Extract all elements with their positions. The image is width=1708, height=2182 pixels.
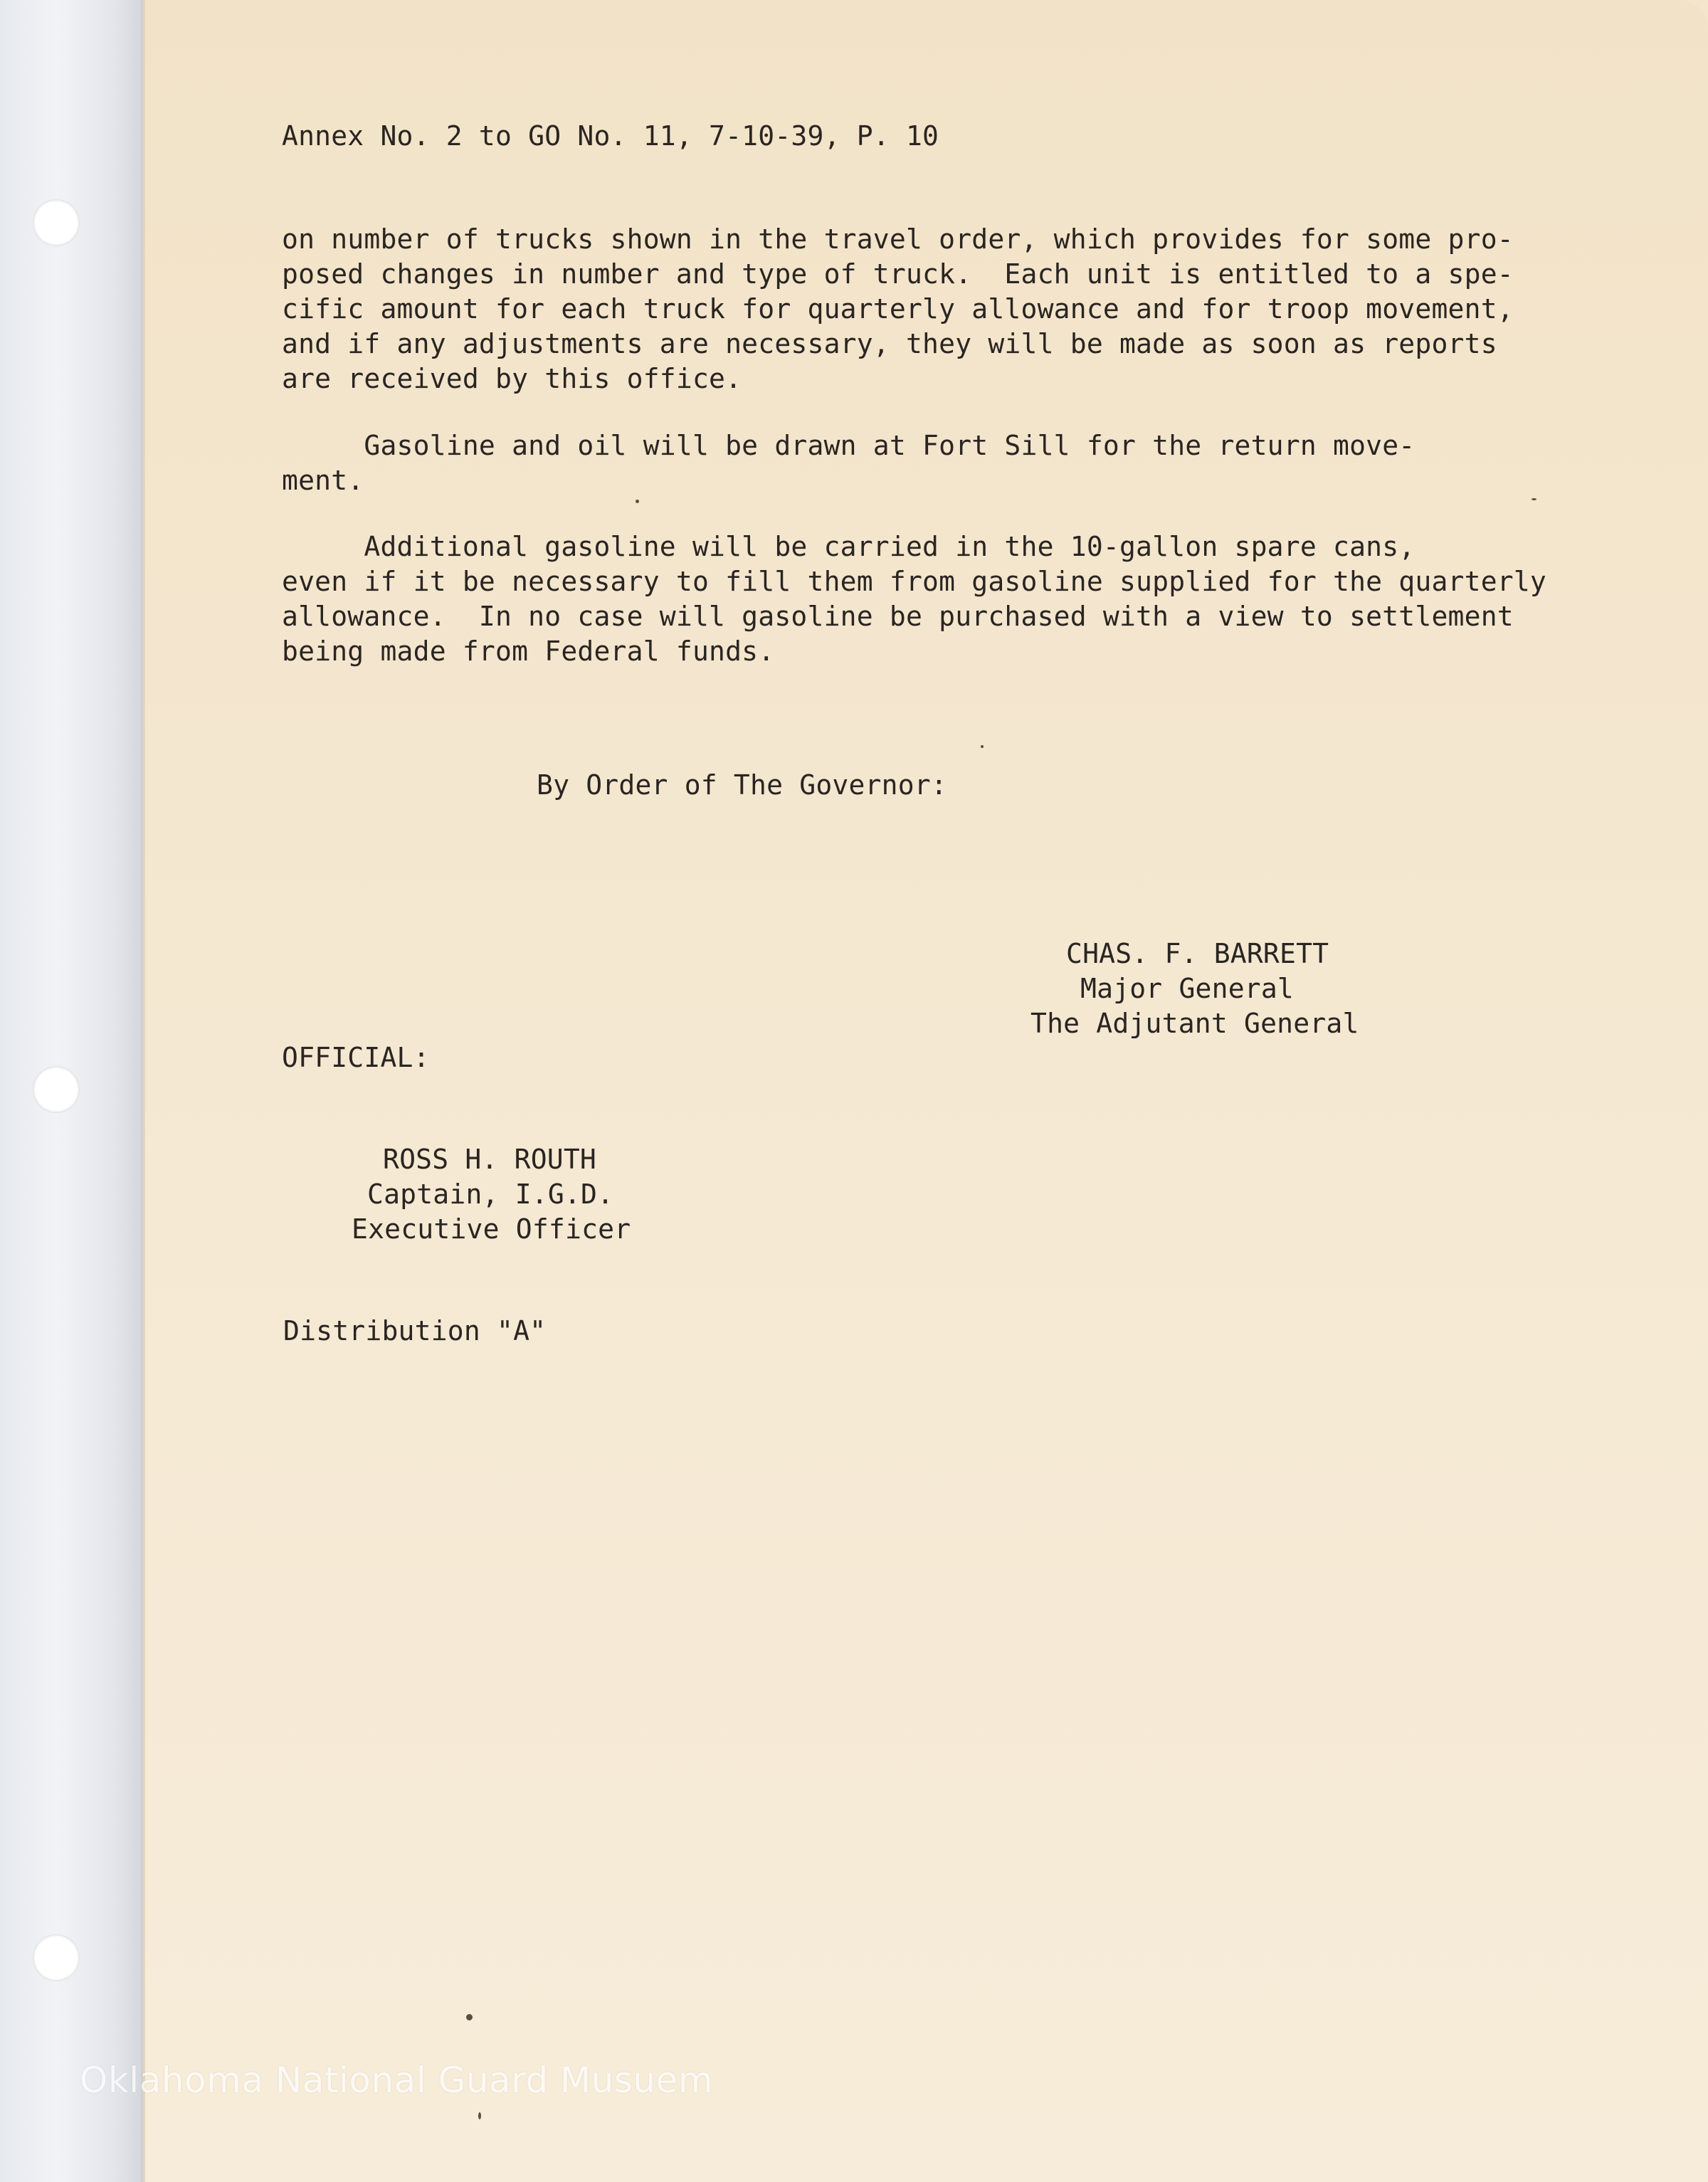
punch-hole (33, 1066, 80, 1113)
text-line: and if any adjustments are necessary, they will be made as soon as reports (282, 328, 1497, 359)
text-line: even if it be necessary to fill them from gasoline supplied for the quarterly (282, 566, 1547, 597)
text-line: on number of trucks shown in the travel order, which provides for some pro- (282, 223, 1514, 255)
distribution-line: Distribution "A" (283, 1315, 547, 1346)
binder-strip (0, 0, 144, 2182)
paper-speck (981, 745, 984, 748)
text-line: allowance. In no case will gasoline be purchased with a view to settlement (282, 601, 1514, 632)
signatory-title: The Adjutant General (1030, 1008, 1359, 1039)
official-title: Executive Officer (352, 1213, 631, 1245)
official-label: OFFICIAL: (282, 1042, 430, 1073)
page-header: Annex No. 2 to GO No. 11, 7-10-39, P. 10 (282, 120, 939, 152)
text-line: Gasoline and oil will be drawn at Fort Sill for the return move- (282, 430, 1416, 461)
text-line: being made from Federal funds. (282, 636, 775, 667)
museum-watermark: Oklahoma National Guard Musuem (80, 2060, 714, 2101)
punch-hole (33, 199, 80, 246)
text-line: cific amount for each truck for quarterly allowance and for troop movement, (282, 293, 1514, 325)
text-line: posed changes in number and type of truck. Each unit is entitled to a spe- (282, 258, 1514, 290)
signatory-rank: Major General (1080, 973, 1295, 1004)
paper-speck (478, 2112, 481, 2119)
paper-speck (466, 2014, 473, 2020)
order-line: By Order of The Governor: (537, 769, 947, 801)
official-rank: Captain, I.G.D. (367, 1179, 614, 1210)
punch-hole (33, 1934, 80, 1981)
signatory-name: CHAS. F. BARRETT (1066, 938, 1329, 969)
text-line: Additional gasoline will be carried in the 10-gallon spare cans, (282, 531, 1416, 562)
paper-speck (1532, 498, 1536, 500)
official-name: ROSS H. ROUTH (383, 1144, 597, 1175)
text-line: are received by this office. (282, 363, 742, 394)
text-line: ment. (282, 465, 364, 496)
paper-speck (636, 500, 639, 503)
